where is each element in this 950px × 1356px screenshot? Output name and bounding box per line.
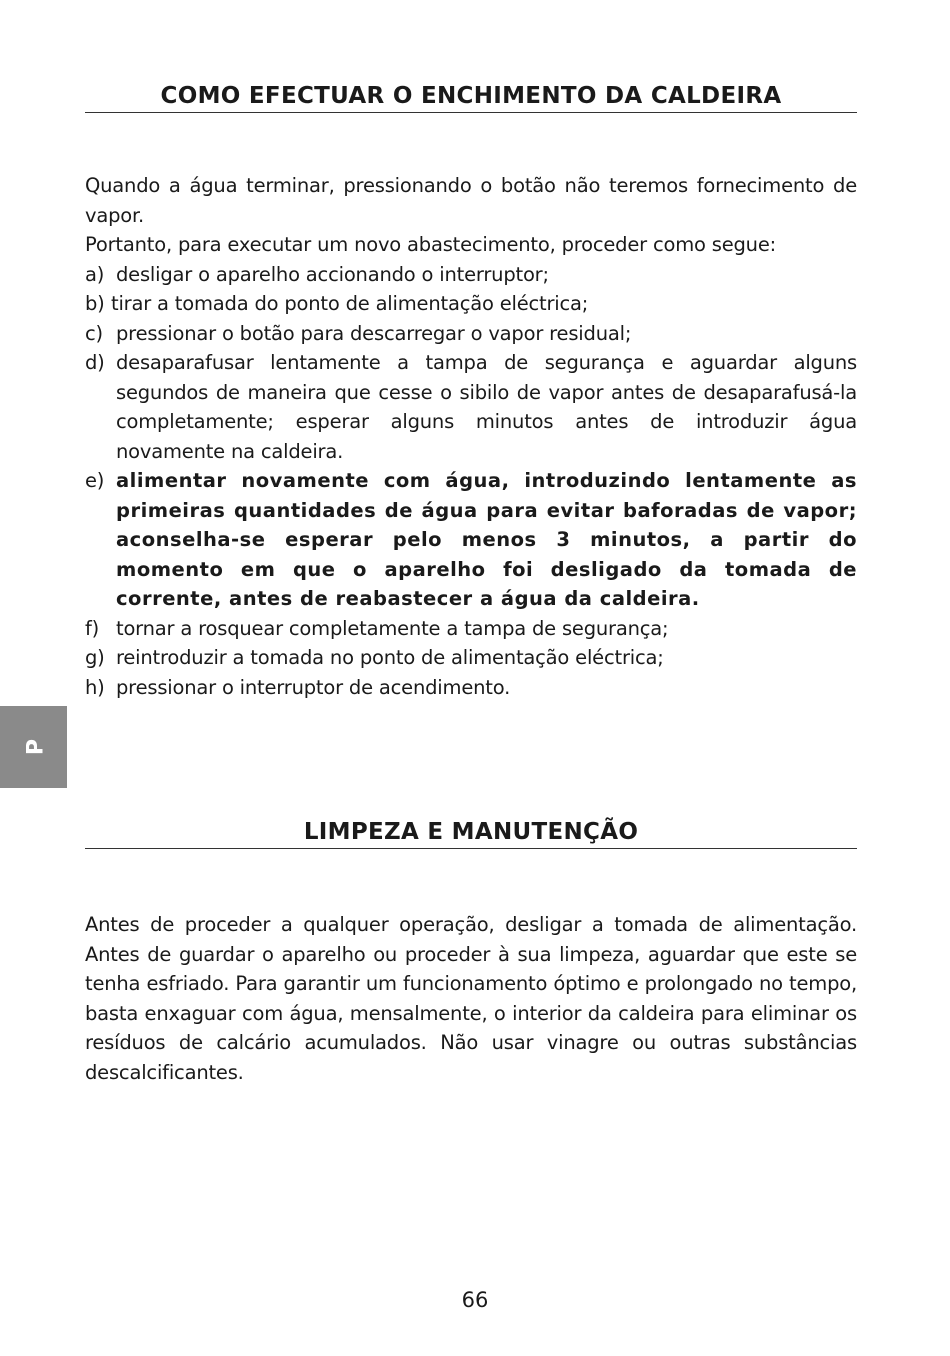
list-item-c xyxy=(85,319,857,349)
list-item-text: tornar a rosquear completamente a tampa de segurança; xyxy=(116,616,669,640)
list-item-e xyxy=(85,466,857,614)
list-marker: g) xyxy=(85,646,105,669)
list-item-b xyxy=(85,289,857,319)
list-item-a xyxy=(85,260,857,290)
list-marker: c) xyxy=(85,321,103,345)
list-marker: h) xyxy=(85,675,105,699)
page-number: 66 xyxy=(461,1288,489,1312)
list-marker: e) xyxy=(85,469,105,492)
language-tab-label: P xyxy=(23,738,49,756)
list-item-text: tirar a tomada do ponto de alimentação eléctrica; xyxy=(111,292,589,315)
language-side-tab xyxy=(0,706,67,788)
list-item-text: pressionar o botão para descarregar o vapor residual; xyxy=(116,321,632,345)
list-marker: b) xyxy=(85,292,105,315)
section-body-filling xyxy=(85,171,857,702)
intro-paragraph-2: Portanto, para executar um novo abastecimento, proceder como segue: xyxy=(85,233,777,256)
intro-paragraph: Quando a água terminar, pressionando o botão não teremos fornecimento de vapor. xyxy=(85,174,857,227)
section-body-cleaning xyxy=(85,910,857,1087)
list-marker: a) xyxy=(85,262,105,286)
list-marker: d) xyxy=(85,351,105,374)
list-marker: f) xyxy=(85,616,100,640)
list-item-text-bold: alimentar novamente com água, introduzindo lentamente as primeiras quantidades de água para evitar baforadas de vapor; aconselha-se esperar pelo menos 3 minutos, a partir do momento em que o aparelho foi desligado da tomada de corrente, antes de reabastecer a água da caldeira. xyxy=(116,469,857,610)
section-title-filling: COMO EFECTUAR O ENCHIMENTO DA CALDEIRA xyxy=(85,82,857,113)
list-item-d xyxy=(85,348,857,466)
list-item-text: pressionar o interruptor de acendimento. xyxy=(116,675,511,699)
list-item-text: desaparafusar lentamente a tampa de segurança e aguardar alguns segundos de maneira que cesse o sibilo de vapor antes de desaparafusá-la completamente; esperar alguns minutos antes de introduzir água novamente na caldeira. xyxy=(116,351,857,463)
list-item-f xyxy=(85,614,857,644)
list-item-text: desligar o aparelho accionando o interruptor; xyxy=(116,262,549,286)
section-title-cleaning: LIMPEZA E MANUTENÇÃO xyxy=(85,818,857,849)
list-item-g xyxy=(85,643,857,673)
cleaning-paragraph: Antes de proceder a qualquer operação, desligar a tomada de alimentação. Antes de guardar o aparelho ou proceder à sua limpeza, aguardar que este se tenha esfriado. Para garantir um funcionamento óptimo e prolongado no tempo, basta enxaguar com água, mensalmente, o interior da caldeira para eliminar os resíduos de calcário acumulados. Não usar vinagre ou outras substâncias descalcificantes. xyxy=(85,913,857,1084)
list-item-h xyxy=(85,673,857,703)
list-item-text: reintroduzir a tomada no ponto de alimentação eléctrica; xyxy=(116,646,664,669)
